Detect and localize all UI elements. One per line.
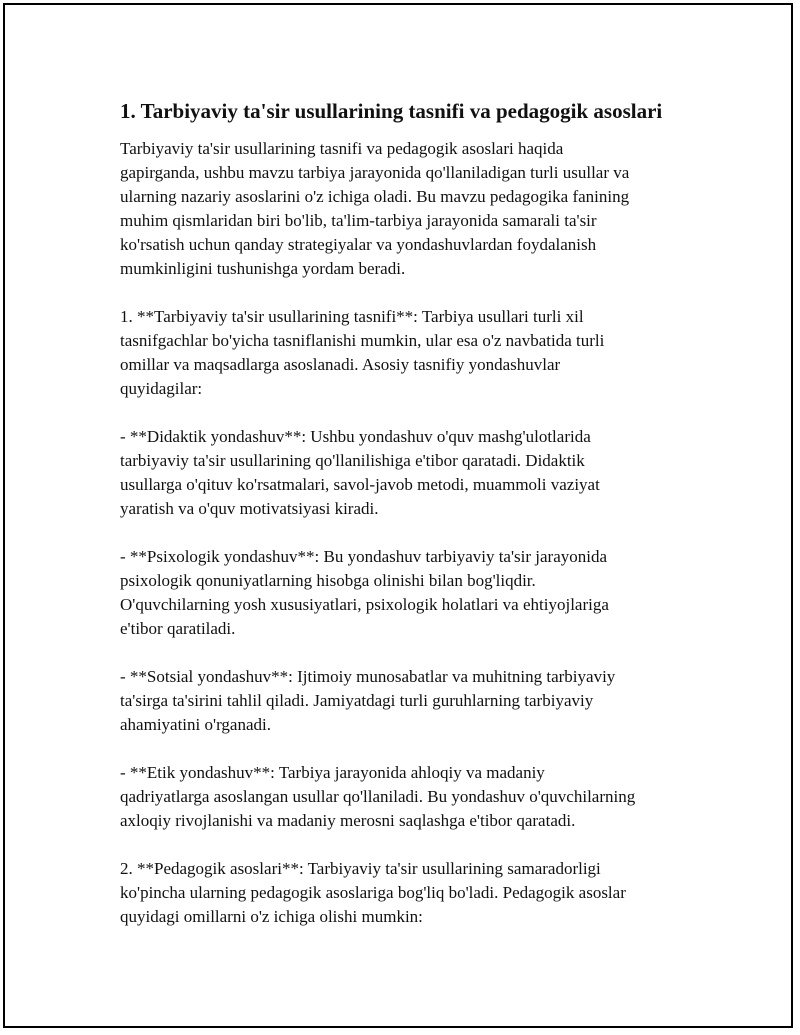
intro-paragraph: Tarbiyaviy ta'sir usullarining tasnifi va pedagogik asoslari haqida gapirganda, ushbu mavzu tarbiya jarayonida qo'llaniladigan turli usullar va ularning nazariy asoslarini o'z ichiga oladi. Bu mavzu pedagogika fanining muhim qismlaridan biri bo'lib, ta'lim-tarbiya jarayonida samarali ta'sir ko'rsatish uchun qanday strategiyalar va yondashuvlardan foydalanish mumkinligini tushunishga yordam beradi. [120,139,630,278]
pedagogical-foundations-paragraph: 2. **Pedagogik asoslari**: Tarbiyaviy ta'sir usullarining samaradorligi ko'pincha ularning pedagogik asoslariga bog'liq bo'ladi. Pedagogik asoslar quyidagi omillarni o'z ichiga olishi mumkin: [120,859,626,926]
social-approach-item: - **Sotsial yondashuv**: Ijtimoiy munosabatlar va muhitning tarbiyaviy ta'sirga ta'sirini tahlil qiladi. Jamiyatdagi turli guruhlarning tarbiyaviy ahamiyatini o'rganadi. [120,667,616,734]
psychological-approach-item: - **Psixologik yondashuv**: Bu yondashuv tarbiyaviy ta'sir jarayonida psixologik qonuniyatlarning hisobga olinishi bilan bog'liqdir. O'quvchilarning yosh xususiyatlari, psixologik holatlari va ehtiyojlariga e'tibor qaratiladi. [120,547,609,638]
document-page [3,3,793,1028]
classification-paragraph: 1. **Tarbiyaviy ta'sir usullarining tasnifi**: Tarbiya usullari turli xil tasnifgachlar bo'yicha tasniflanishi mumkin, ular esa o'z navbatida turli omillar va maqsadlarga asoslanadi. Asosiy tasnifiy yondashuvlar quyidagilar: [120,307,605,398]
ethical-approach-item: - **Etik yondashuv**: Tarbiya jarayonida ahloqiy va madaniy qadriyatlarga asoslangan usullar qo'llaniladi. Bu yondashuv o'quvchilarning axloqiy rivojlanishi va madaniy merosni saqlashga e'tibor qaratadi. [120,763,636,830]
didactic-approach-item: - **Didaktik yondashuv**: Ushbu yondashuv o'quv mashg'ulotlarida tarbiyaviy ta'sir usullarining qo'llanilishiga e'tibor qaratadi. Didaktik usullarga o'qituv ko'rsatmalari, savol-javob metodi, muammoli vaziyat yaratish va o'quv motivatsiyasi kiradi. [120,427,600,518]
document-body [120,97,695,953]
section-heading: 1. Tarbiyaviy ta'sir usullarining tasnifi va pedagogik asoslari [120,99,663,123]
